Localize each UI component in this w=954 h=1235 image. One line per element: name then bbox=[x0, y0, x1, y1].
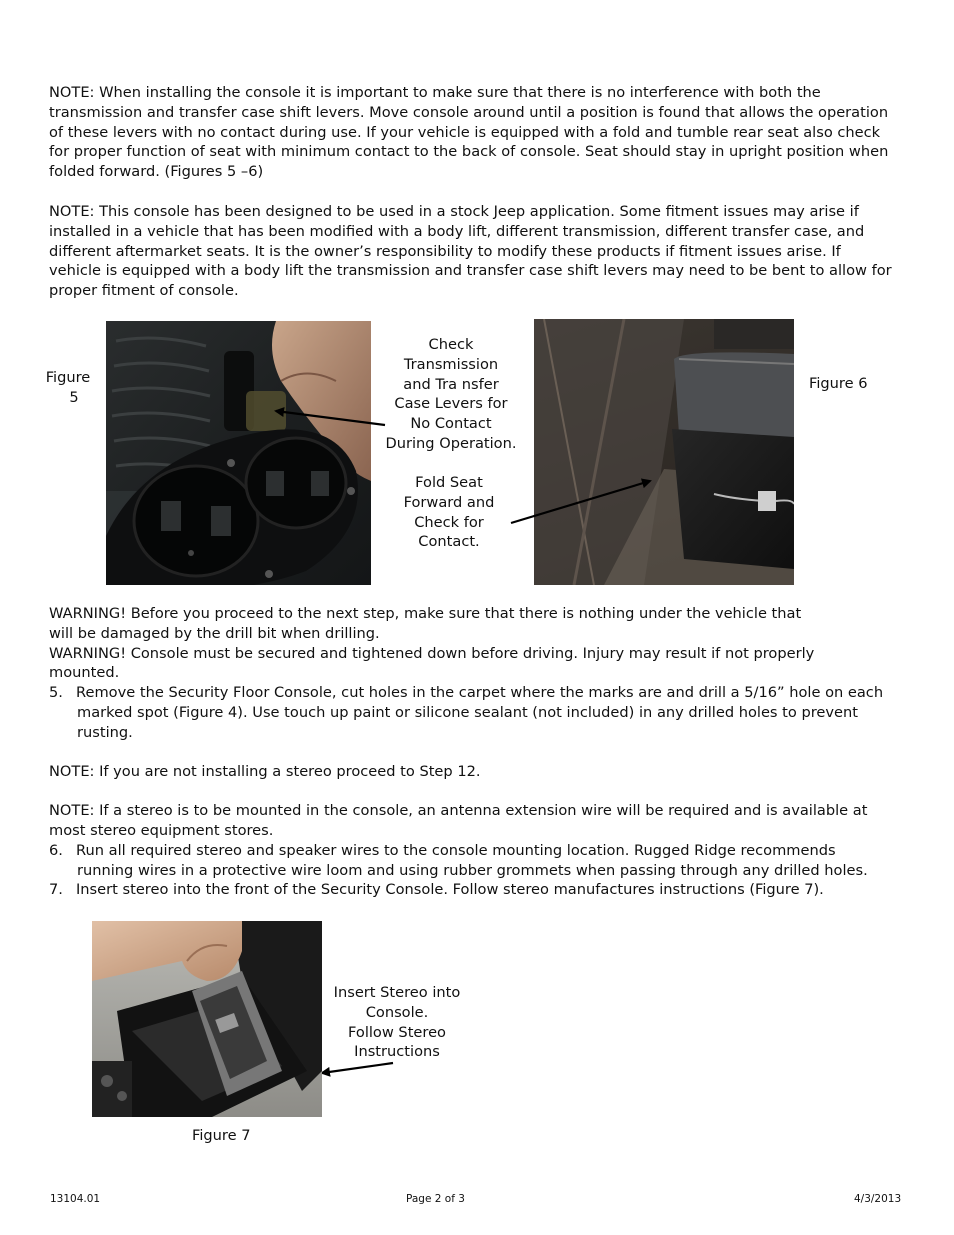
callout-line: Instructions bbox=[354, 1043, 440, 1061]
note1-line: folded forward. (Figures 5 –6) bbox=[49, 163, 264, 181]
note1-line: NOTE: When installing the console it is important to make sure that there is no interference with both the bbox=[49, 84, 821, 101]
callout-line: During Operation. bbox=[385, 434, 517, 452]
figure7-arrow bbox=[322, 1063, 393, 1073]
step-text: Remove the Security Floor Console, cut holes in the carpet where the marks are and drill a 5/16” hole on each bbox=[76, 684, 884, 701]
step-number: 7. bbox=[49, 881, 63, 898]
callout-line: Check for bbox=[414, 513, 484, 531]
callout-line: Fold Seat bbox=[415, 474, 483, 491]
step-6 bbox=[49, 841, 879, 881]
note2-line: vehicle is equipped with a body lift the transmission and transfer case shift levers may need to be bent to allow for bbox=[49, 262, 892, 280]
footer-page-number: Page 2 of 3 bbox=[406, 1193, 465, 1205]
note1-line: transmission and transfer case shift levers. Move console around until a position is found that allows the operation bbox=[49, 103, 889, 121]
step-text: rusting. bbox=[77, 723, 133, 741]
note2-line: installed in a vehicle that has been modified with a body lift, different transmission, different transfer case, and bbox=[49, 222, 865, 240]
callout-line: Check bbox=[428, 336, 474, 353]
callout-line: Console. bbox=[365, 1003, 429, 1021]
note4-line: NOTE: If a stereo is to be mounted in the console, an antenna extension wire will be required and is available at bbox=[49, 802, 868, 819]
note-no-stereo bbox=[49, 762, 879, 782]
step-text: marked spot (Figure 4). Use touch up paint or silicone sealant (not included) in any drilled holes to prevent bbox=[77, 703, 858, 721]
note2-line: different aftermarket seats. It is the owner’s responsibility to modify these products if fitment issues arise. If bbox=[49, 242, 841, 260]
note3-line: NOTE: If you are not installing a stereo proceed to Step 12. bbox=[49, 763, 481, 780]
warning-line: will be damaged by the drill bit when drilling. bbox=[49, 624, 380, 642]
step-number: 5. bbox=[49, 684, 63, 701]
note1-line: for proper function of seat with minimum contact to the back of console. Seat should stay in upright position when bbox=[49, 143, 889, 161]
footer-date: 4/3/2013 bbox=[854, 1193, 902, 1205]
callout-line: Forward and bbox=[403, 493, 495, 511]
note2-line: NOTE: This console has been designed to be used in a stock Jeep application. Some fitment issues may arise if bbox=[49, 203, 859, 220]
footer-part-number: 13104.01 bbox=[50, 1193, 101, 1205]
callout-line: Follow Stereo bbox=[348, 1023, 446, 1041]
note4-line: most stereo equipment stores. bbox=[49, 821, 274, 839]
callout-line: Transmission bbox=[403, 355, 499, 373]
callout-line: Insert Stereo into bbox=[333, 984, 461, 1001]
figure7-callout bbox=[330, 983, 464, 1062]
figure6-arrow bbox=[511, 481, 650, 523]
callout-line: Case Levers for bbox=[394, 395, 508, 413]
callout-line: and Tra nsfer bbox=[403, 375, 499, 393]
step-text: Run all required stereo and speaker wires to the console mounting location. Rugged Ridge recommends bbox=[76, 842, 836, 859]
warning-line: WARNING! Before you proceed to the next step, make sure that there is nothing under the vehicle that bbox=[49, 605, 802, 622]
figure5-label-word: Figure bbox=[45, 369, 91, 386]
step-number: 6. bbox=[49, 842, 63, 859]
figure5-label-number: 5 bbox=[69, 388, 79, 406]
note2-line: proper fitment of console. bbox=[49, 282, 239, 300]
figure5-arrow bbox=[276, 411, 385, 425]
note-antenna bbox=[49, 801, 879, 841]
note1-line: of these levers with no contact during use. If your vehicle is equipped with a fold and tumble rear seat also check bbox=[49, 123, 881, 141]
figure7-label: Figure 7 bbox=[192, 1127, 251, 1144]
warning-line: mounted. bbox=[49, 664, 120, 682]
step-text: Insert stereo into the front of the Security Console. Follow stereo manufactures instructions (Figure 7). bbox=[76, 881, 824, 898]
figure7-photo bbox=[92, 921, 322, 1117]
step-7 bbox=[49, 880, 879, 900]
callout-line: Contact. bbox=[418, 533, 480, 551]
warnings bbox=[49, 604, 879, 683]
step-text: running wires in a protective wire loom and using rubber grommets when passing through any drilled holes. bbox=[77, 861, 868, 879]
callout-line: No Contact bbox=[410, 415, 492, 433]
figure6-label: Figure 6 bbox=[809, 375, 868, 392]
step-5 bbox=[49, 683, 884, 742]
warning-line: WARNING! Console must be secured and tightened down before driving. Injury may result if not properly bbox=[49, 644, 815, 662]
